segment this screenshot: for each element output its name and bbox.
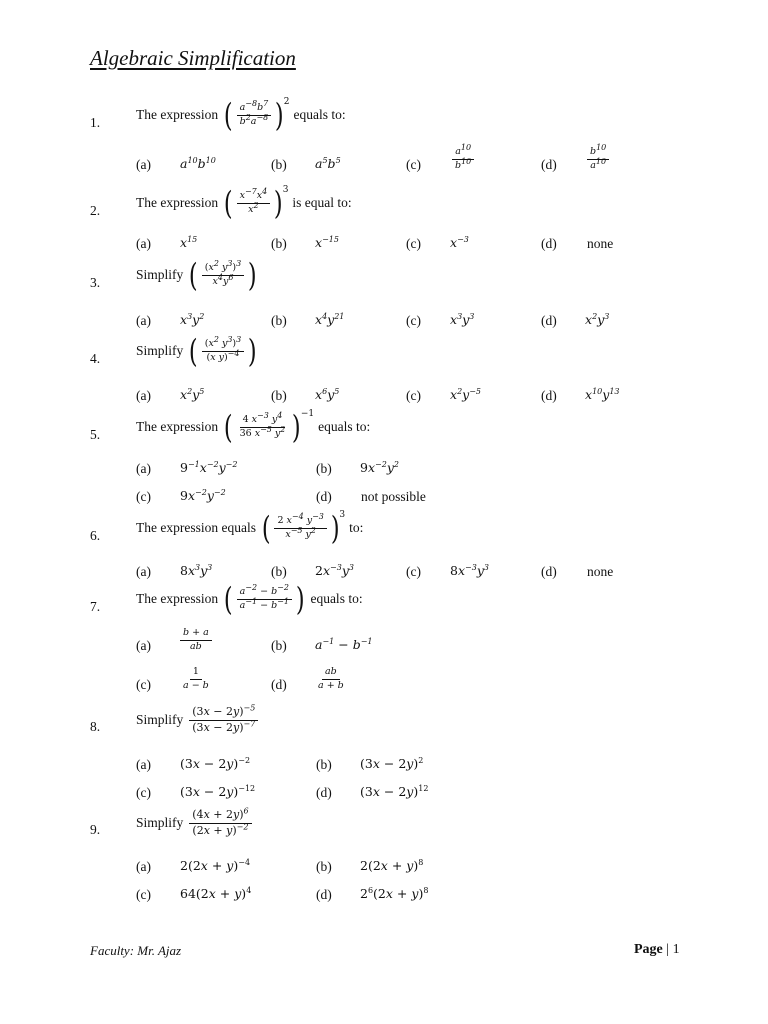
- q1-fraction: $\frac{a^{-8}b^7}{b^2a^{-8}}$: [237, 103, 272, 128]
- q7-label-b: (b): [271, 638, 287, 653]
- q9-label-d: (d): [316, 887, 332, 902]
- question-6-stem: The expression equals ( $\frac{2 x^{-4} y^{-3}}{x^{-5} y^2}$ ) 3 to:: [136, 509, 364, 547]
- q9-fraction: $\frac{(4x + 2y)^6}{(2x + y)^{-2}}$: [189, 809, 251, 837]
- q6-option-d[interactable]: none: [587, 564, 614, 579]
- question-8-number: 8.: [90, 719, 101, 734]
- q1-label-c: (c): [406, 157, 421, 172]
- q4-option-a[interactable]: $x^2y^5$: [180, 386, 205, 402]
- q1-option-c[interactable]: $\frac{a^{10}}{b^{10}}$: [450, 147, 476, 172]
- q2-fraction: $\frac{x^{-7}x^4}{x^2}$: [237, 191, 271, 216]
- q4-label-b: (b): [271, 388, 287, 403]
- q3-option-a[interactable]: $x^3y^2$: [180, 311, 205, 327]
- question-2-number: 2.: [90, 203, 101, 218]
- q8-option-a[interactable]: $(3x - 2y)^{-2}$: [180, 755, 251, 771]
- q9-label-a: (a): [136, 859, 151, 874]
- q4-option-c[interactable]: $x^2y^{-5}$: [450, 386, 482, 402]
- q5-option-d[interactable]: not possible: [361, 489, 426, 504]
- q6-option-b[interactable]: $2x^{-3}y^3$: [315, 562, 354, 578]
- q7-option-d[interactable]: $\frac{ab}{a + b}$: [318, 666, 344, 691]
- q3-label-c: (c): [406, 313, 421, 328]
- q3-label-d: (d): [541, 313, 557, 328]
- q5-label-d: (d): [316, 489, 332, 504]
- q6-label-c: (c): [406, 564, 421, 579]
- q7-fraction: $\frac{a^{-2} - b^{-2}}{a^{-1} - b^{-1}}$: [237, 587, 292, 612]
- q7-option-b[interactable]: $a^{-1} - b^{-1}$: [315, 636, 373, 652]
- q1-option-a[interactable]: $a^{10}b^{10}$: [180, 155, 216, 171]
- question-9-number: 9.: [90, 822, 101, 837]
- q3-fraction: $\frac{(x^2 y^3)^3}{x^4y^6}$: [202, 263, 244, 288]
- question-8-stem: Simplify $\frac{(3x - 2y)^{-5}}{(3x - 2y)^{-7}}$: [136, 706, 260, 734]
- question-7-number: 7.: [90, 599, 101, 614]
- q4-label-a: (a): [136, 388, 151, 403]
- q8-label-a: (a): [136, 757, 151, 772]
- question-6-number: 6.: [90, 528, 101, 543]
- q3-option-d[interactable]: $x^2y^3$: [585, 311, 610, 327]
- question-2-stem: The expression ( $\frac{x^{-7}x^4}{x^2}$ ) 3 is equal to:: [136, 184, 352, 222]
- q5-option-b[interactable]: $9x^{-2}y^2$: [360, 459, 399, 475]
- q1-label-d: (d): [541, 157, 557, 172]
- page-title: Algebraic Simplification: [90, 46, 296, 70]
- q1-label-a: (a): [136, 157, 151, 172]
- q5-label-b: (b): [316, 461, 332, 476]
- q2-label-c: (c): [406, 236, 421, 251]
- q8-label-b: (b): [316, 757, 332, 772]
- question-7-stem: The expression ( $\frac{a^{-2} - b^{-2}}{a^{-1} - b^{-1}}$ ) equals to:: [136, 580, 363, 618]
- q5-option-c[interactable]: $9x^{-2}y^{-2}$: [180, 487, 226, 503]
- q5-fraction: $\frac{4 x^{-3} y^4}{36 x^{-5} y^2}$: [239, 410, 286, 439]
- q2-option-a[interactable]: $x^{15}$: [180, 234, 198, 250]
- q8-label-c: (c): [136, 785, 151, 800]
- question-9-stem: Simplify $\frac{(4x + 2y)^6}{(2x + y)^{-2}}$: [136, 809, 254, 837]
- q2-label-a: (a): [136, 236, 151, 251]
- q6-label-d: (d): [541, 564, 557, 579]
- q8-option-b[interactable]: $(3x - 2y)^2$: [360, 755, 424, 771]
- q8-option-d[interactable]: $(3x - 2y)^{12}$: [360, 783, 429, 799]
- q7-option-c[interactable]: $\frac{1}{a - b}$: [183, 666, 209, 691]
- q5-label-c: (c): [136, 489, 151, 504]
- q4-fraction: $\frac{(x^2 y^3)^3}{(x y)^{-4}}$: [202, 339, 244, 364]
- q2-label-b: (b): [271, 236, 287, 251]
- q4-label-d: (d): [541, 388, 557, 403]
- q8-fraction: $\frac{(3x - 2y)^{-5}}{(3x - 2y)^{-7}}$: [189, 706, 258, 734]
- q6-option-c[interactable]: $8x^{-3}y^3$: [450, 562, 489, 578]
- q8-option-c[interactable]: $(3x - 2y)^{-12}$: [180, 783, 256, 799]
- question-4-number: 4.: [90, 351, 101, 366]
- q3-option-b[interactable]: $x^4y^{21}$: [315, 311, 345, 327]
- q9-label-c: (c): [136, 887, 151, 902]
- q9-option-a[interactable]: $2(2x + y)^{-4}$: [180, 857, 251, 873]
- footer-page-number: Page | 1: [634, 942, 680, 957]
- question-1-stem: The expression ( $\frac{a^{-8}b^7}{b^2a^{-8}}$ ) 2 equals to:: [136, 96, 346, 134]
- question-5-number: 5.: [90, 427, 101, 442]
- q5-label-a: (a): [136, 461, 151, 476]
- question-3-number: 3.: [90, 275, 101, 290]
- q1-option-b[interactable]: $a^5b^5$: [315, 155, 341, 171]
- q2-label-d: (d): [541, 236, 557, 251]
- q3-option-c[interactable]: $x^3y^3$: [450, 311, 475, 327]
- q9-option-b[interactable]: $2(2x + y)^8$: [360, 857, 424, 873]
- q7-option-a[interactable]: $\frac{b + a}{ab}$: [178, 628, 214, 653]
- question-3-stem: Simplify ( $\frac{(x^2 y^3)^3}{x^4y^6}$ ): [136, 256, 257, 294]
- question-1-number: 1.: [90, 115, 101, 130]
- q2-option-c[interactable]: $x^{-3}$: [450, 234, 469, 250]
- footer-faculty: Faculty: Mr. Ajaz: [90, 943, 182, 958]
- q6-label-a: (a): [136, 564, 151, 579]
- q7-label-a: (a): [136, 638, 151, 653]
- question-4-stem: Simplify ( $\frac{(x^2 y^3)^3}{(x y)^{-4}}$ ): [136, 332, 257, 370]
- q6-fraction: $\frac{2 x^{-4} y^{-3}}{x^{-5} y^2}$: [274, 516, 326, 541]
- q2-option-b[interactable]: $x^{-15}$: [315, 234, 339, 250]
- q7-label-c: (c): [136, 677, 151, 692]
- q3-label-a: (a): [136, 313, 151, 328]
- q7-label-d: (d): [271, 677, 287, 692]
- q3-label-b: (b): [271, 313, 287, 328]
- q2-option-d[interactable]: none: [587, 236, 614, 251]
- q8-label-d: (d): [316, 785, 332, 800]
- q1-option-d[interactable]: $\frac{b^{10}}{a^{10}}$: [585, 147, 611, 172]
- q1-label-b: (b): [271, 157, 287, 172]
- q9-option-c[interactable]: $64(2x + y)^4$: [180, 885, 252, 901]
- q6-option-a[interactable]: $8x^3y^3$: [180, 562, 213, 578]
- q5-option-a[interactable]: $9^{-1}x^{-2}y^{-2}$: [180, 459, 238, 475]
- q6-label-b: (b): [271, 564, 287, 579]
- q9-option-d[interactable]: $2^6(2x + y)^8$: [360, 885, 429, 901]
- q4-label-c: (c): [406, 388, 421, 403]
- q9-label-b: (b): [316, 859, 332, 874]
- question-5-stem: The expression ( $\frac{4 x^{-3} y^4}{36 x^{-5} y^2}$ ) −1 equals to:: [136, 408, 371, 446]
- q4-option-d[interactable]: $x^{10}y^{13}$: [585, 386, 620, 402]
- q4-option-b[interactable]: $x^6y^5$: [315, 386, 340, 402]
